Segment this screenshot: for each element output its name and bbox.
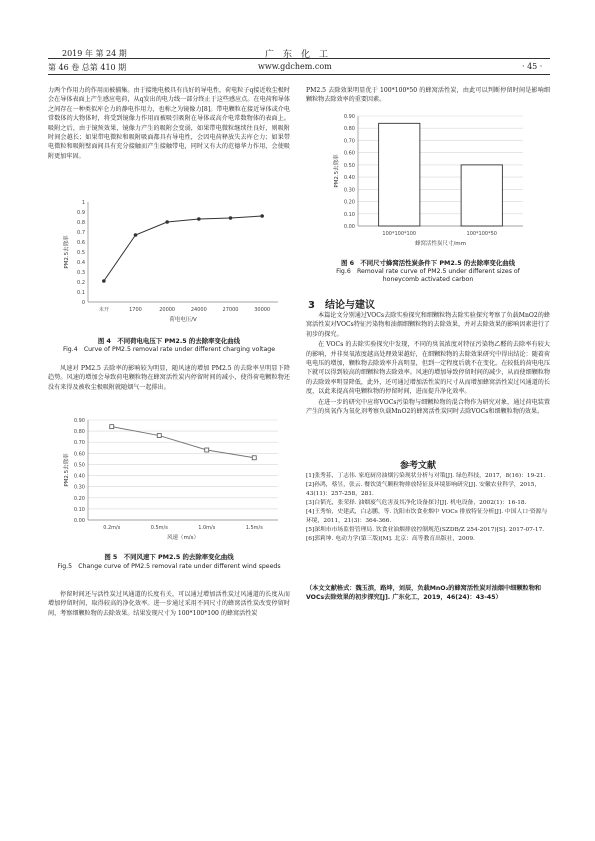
y-tick-label: 0.7 (77, 230, 85, 236)
header-rule-top (48, 58, 550, 59)
x-tick-label: 未开 (98, 307, 109, 313)
reference-item: [5]深圳市市场监督管理局. 饮食业油烟排放控制规范(SZDB/Z 254-2017)[S]. 2017-07-17. (306, 527, 545, 533)
left-para-2: 风速对 PM2.5 去除率的影响较为明显，随风速的增加 PM2.5 的去除率呈明显下降趋势。风速的增加会导致荷电颗粒物在蜂窝活性炭内停留时间的减小，使得荷电颗粒物还没有来得及被收尘极吸附就随烟气一起排出。 (48, 365, 290, 391)
reference-item: [2]孙鸿，蔡昱，张云. 餐饮烫气颗粒物排放特征及环境影响研究[J]. 安徽农业科学，2015，43(11)：257-258，281. (306, 482, 541, 497)
y-tick-label: 0.70 (73, 440, 85, 447)
x-axis-label: 蜂窝活性炭尺寸/mm (414, 241, 467, 247)
y-tick-label: 0.9 (77, 210, 85, 216)
references-list (306, 472, 550, 544)
data-point (229, 216, 233, 220)
y-tick-label: 0.40 (73, 473, 85, 480)
fig5-caption-en: Fig.5 Change curve of PM2.5 removal rate under different wind speeds (57, 563, 281, 570)
y-tick-label: 0.20 (343, 199, 355, 206)
x-tick-label: 0.2m/s (103, 525, 121, 531)
fig6-chart (318, 110, 538, 252)
y-tick-label: 0.10 (343, 211, 355, 218)
citation-format: （本文文献格式：魏玉滨，路坤，刘辰，负载MnO₂的蜂窝活性炭对油烟中细颗粒物和VOCs去除效果的初步探究[J]. 广东化工，2019，46(24)：43-45） (306, 585, 542, 602)
y-tick-label: 0.40 (343, 175, 355, 182)
series-line (104, 216, 262, 281)
y-tick-label: 0.4 (77, 260, 85, 266)
reference-item: [3]白韬光，张荣择. 油烟废气危害及其净化设备探讨[J]. 机电设备，2002(1)：16-18. (306, 500, 527, 506)
y-tick-label: 0.2 (77, 280, 85, 286)
y-tick-label: 0.00 (343, 224, 355, 230)
left-para-3: 停留时间还与活性炭过风通道的长度有关，可以通过增加活性炭过风通道的长度从而增加停留时间，取得较高的净化效率。进一步通过采用不同尺寸的蜂窝活性炭改变停留时间，考察细颗粒物的去除效果。结果发现尺寸为 100*100*100 的蜂窝活性炭 (48, 591, 290, 617)
x-tick-label: 30000 (254, 307, 271, 313)
y-tick-label: 0.50 (73, 462, 85, 469)
y-tick-label: 0.1 (77, 290, 85, 296)
y-tick-label: 0.10 (73, 506, 85, 513)
y-tick-label: 0.80 (73, 429, 85, 436)
website-label: www.gdchem.com (258, 62, 332, 71)
x-axis-label: 风速（m/s） (166, 535, 200, 541)
y-tick-label: 1 (81, 200, 85, 206)
data-point (260, 214, 264, 218)
y-axis-label: PM2.5去除率 (64, 235, 70, 269)
y-tick-label: 0.00 (73, 518, 85, 524)
journal-title: 广 东 化 工 (265, 50, 329, 60)
x-axis-label: 荷电电压/V (169, 317, 197, 323)
page-number: · 45 · (522, 62, 543, 71)
fig6-caption-en: Fig.6 Removal rate curve of PM2.5 under different sizes of honeycomb activated carbon (336, 268, 520, 283)
references-heading: 参考文献 (400, 461, 437, 471)
fig6-caption-cn: 图 6 不同尺寸蜂窝活性炭条件下 PM2.5 的去除率变化曲线 (340, 259, 516, 267)
reference-item: [1]张秀荪，丁志伟. 家庭厨房油烟污染现状分析与对策[J]. 绿色科技，2017，8(16)：19-21. (306, 473, 546, 479)
bar (379, 123, 420, 226)
data-point (110, 425, 114, 429)
right-para-1: PM2.5 去除效果明显优于 100*100*50 的蜂窝活性炭，由此可以判断停留时间是影响细颗粒物去除效率的重要因素。 (306, 87, 550, 104)
fig5-chart (48, 414, 290, 550)
x-tick-label: 24000 (190, 307, 207, 313)
y-tick-label: 0.5 (77, 250, 85, 256)
data-point (134, 233, 138, 237)
y-tick-label: 0.90 (73, 418, 85, 424)
data-point (197, 217, 201, 221)
y-tick-label: 0.6 (77, 240, 85, 246)
section-heading: 3 结论与建议 (308, 300, 375, 311)
right-para-2: 本篇论文分别通过VOCs去除实验探究和细颗粒物去除实验探究考察了负载MnO2的蜂窝活性炭对VOCs特征污染物和油烟细颗粒物的去除效果，并对去除效果的影响因素进行了初步的探究。 在 VOCs 的去除实验探究中发现，不同的臭氧浓度对特征污染物乙醛的去除率有较大的影响，并非臭氧浓度越高处理效果越好，在细颗粒物的去除效果研究中得出结论：随着荷电电压的增加，颗粒物去除效率升高明显，但到一定程度后就不在变化。在较低的荷电电压下就可以得到较高的细颗粒物去除效率。风速的增加导致停留时间的减少，从而使细颗粒物的去除效率明显降低，此外，还可通过增加活性炭的尺寸从而增加蜂窝活性炭过风通道的长度，以此来提高荷电颗粒物的停留时间，进而提升净化效率。 在进一步的研究中应将VOCs污染物与细颗粒物的混合物作为研究对象，通过荷电装置产生的臭氧作为氧化剂考察负载MnO2的蜂窝活性炭同时去除VOCs和细颗粒物的效果。 (306, 312, 550, 416)
x-tick-label: 100*100*100 (382, 231, 417, 237)
issue-label: 2019 年 第 24 期 (62, 49, 127, 58)
y-tick-label: 0.30 (343, 187, 355, 194)
x-tick-label: 0.5m/s (150, 525, 168, 531)
x-tick-label: 100*100*50 (466, 231, 497, 237)
y-tick-label: 0.60 (343, 150, 355, 157)
x-tick-label: 1.5m/s (245, 525, 263, 531)
x-tick-label: 20000 (159, 307, 176, 313)
x-tick-label: 1.0m/s (198, 525, 216, 531)
y-tick-label: 0 (81, 300, 85, 306)
y-tick-label: 0.50 (343, 162, 355, 169)
x-tick-label: 1700 (129, 307, 142, 313)
data-point (165, 220, 169, 224)
data-point (252, 456, 256, 460)
left-para-1: 力两个作用力的作用而被捕集。由于接地电极具有良好的导电性，荷电粒子q接近收尘极时会在导体表面上产生感应电荷，从q发出的电力线一部分终止于这些感应点。在电荷和导体之间存在一种类似库仑力的静电作用力，也称之为镜像力[8]。带电颗粒在接近导体或介电常数体的大物体时，将受到镜像力作用而被吸引吸附在导体或高介电常数物体的表面上。吸附之后，由于镜预效果，镜像力产生的吸附会变弱，如果带电微粒继续往良好，则吸附时间会越长；如果带电微粒和吸附吸面都具有导电性，会因电荷释放失去库仑力；如果带电微粒和吸附壁面间具有充分接触而产生接触带电，同时又有大的范德华力作用，会使吸附更加牢固。 (48, 87, 290, 160)
y-tick-label: 0.90 (343, 114, 355, 120)
x-tick-label: 27000 (222, 307, 239, 313)
bar (461, 165, 502, 226)
volume-label: 第 46 卷 总第 410 期 (48, 63, 127, 72)
y-tick-label: 0.20 (73, 495, 85, 502)
data-point (157, 434, 161, 438)
data-point (205, 448, 209, 452)
y-axis-label: PM2.5去除率 (64, 453, 70, 487)
reference-item: [4]王秀怡，史建武，白志鹏，等. 沈阳市饮食业烟中 VOCs 排放特征分析[J]. 中国人口·资源与环境，2011，21(3)：364-366. (306, 509, 548, 524)
y-axis-label: PM2.5去除率 (334, 154, 340, 188)
y-tick-label: 0.30 (73, 484, 85, 491)
y-tick-label: 0.60 (73, 451, 85, 458)
fig4-caption-cn: 图 4 不同荷电电压下 PM2.5 的去除率变化曲线 (97, 337, 241, 345)
fig5-caption-cn: 图 5 不同风速下 PM2.5 的去除率变化曲线 (104, 553, 234, 561)
fig4-caption-en: Fig.4 Curve of PM2.5 removal rate under different charging voltage (62, 346, 276, 353)
y-tick-label: 0.8 (77, 220, 85, 226)
data-point (102, 279, 106, 283)
header-rule-bottom (48, 74, 550, 75)
y-tick-label: 0.80 (343, 126, 355, 133)
y-tick-label: 0.70 (343, 138, 355, 145)
fig4-chart (48, 196, 290, 332)
y-tick-label: 0.3 (77, 270, 85, 276)
reference-item: [6]郭莉坤. 电动力学(第三版)[M]. 北京：高等教育出版社，2009. (306, 536, 475, 542)
